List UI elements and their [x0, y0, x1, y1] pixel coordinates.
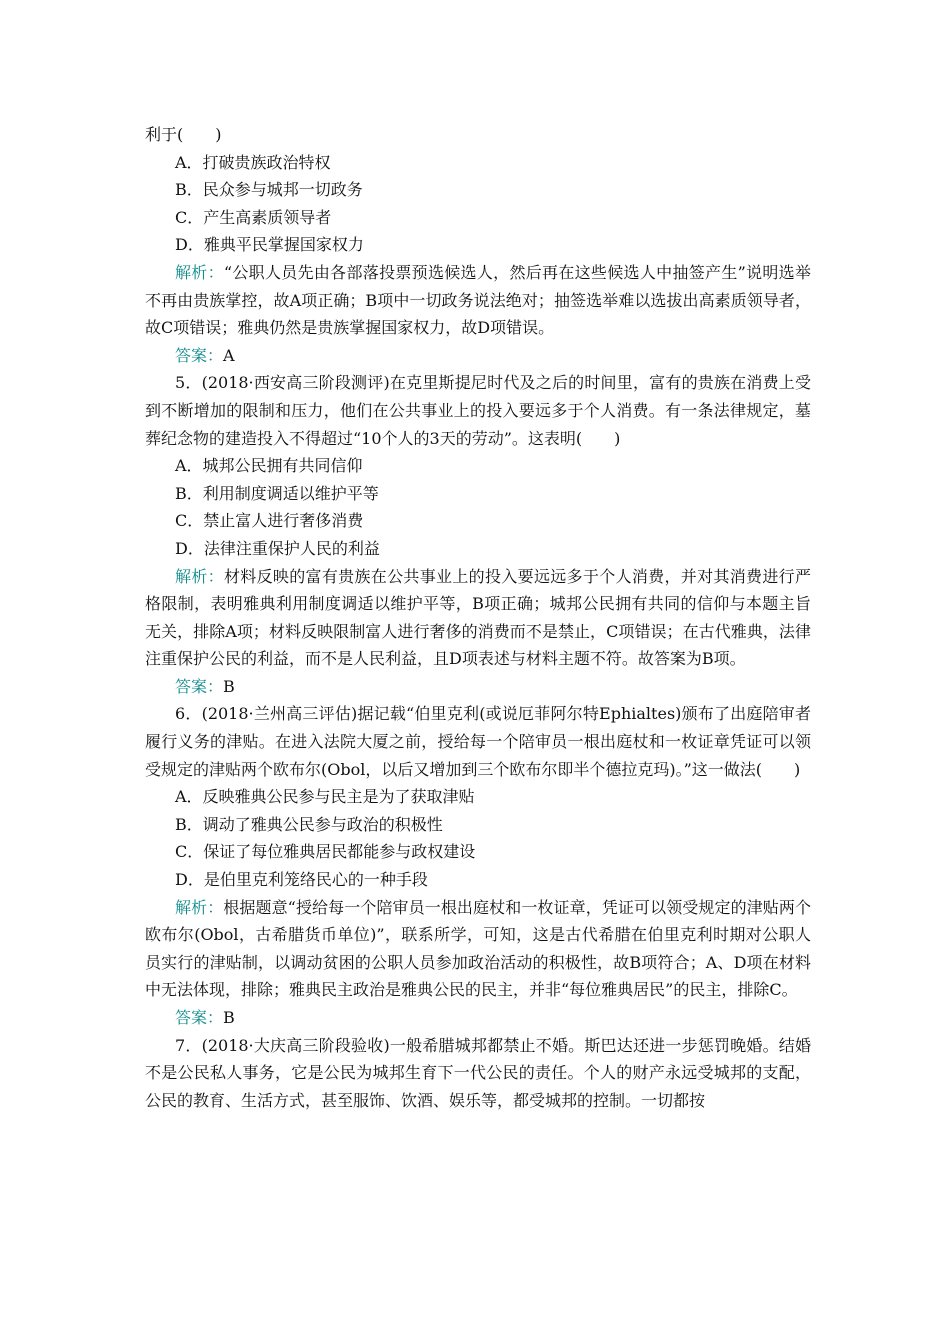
q4-analysis-text: “公职人员先由各部落投票预选候选人，然后再在这些候选人中抽签产生”说明选举不再由贵族掌控，故A项正确；B项中一切政务说法绝对；抽签选举难以选拔出高素质领导者，故C项错误；雅典仍然是贵族掌握国家权力，故D项错误。: [145, 262, 811, 338]
q6-option-b: B．调动了雅典公民参与政治的积极性: [175, 814, 443, 834]
q5-analysis-label: 解析：: [175, 566, 224, 586]
q6-analysis-label: 解析：: [175, 897, 224, 917]
q5-answer-label: 答案：: [175, 676, 224, 696]
q6-option-d: D．是伯里克利笼络民心的一种手段: [175, 870, 428, 890]
q5-option-b: B．利用制度调适以维护平等: [175, 483, 379, 503]
q6-answer-value: B: [223, 1008, 235, 1027]
q4-option-c: C．产生高素质领导者: [175, 207, 332, 227]
q6-analysis: [145, 894, 811, 1004]
q4-option-d: D．雅典平民掌握国家权力: [175, 235, 364, 255]
q4-stem-end: 利于( ): [145, 125, 222, 144]
q4-analysis-label: 解析：: [175, 262, 224, 282]
q5-analysis: [145, 563, 811, 673]
q6-option-a: A．反映雅典公民参与民主是为了获取津贴: [175, 787, 475, 807]
q6-answer: [145, 1004, 811, 1032]
q5-option-c: C．禁止富人进行奢侈消费: [175, 511, 364, 531]
q5-option-a: A．城邦公民拥有共同信仰: [175, 456, 363, 476]
q5-answer-value: B: [223, 676, 235, 696]
q5-analysis-text: 材料反映的富有贵族在公共事业上的投入要远远多于个人消费，并对其消费进行严格限制，表明雅典利用制度调适以维护平等，B项正确；城邦公民拥有共同的信仰与本题主旨无关，排除A项；材料反映限制富人进行奢侈的消费而不是禁止，C项错误；在古代雅典，法律注重保护公民的利益，而不是人民利益，且D项表述与材料主题不符。故答案为B项。: [145, 566, 811, 669]
q5-option-d: D．法律注重保护人民的利益: [175, 538, 380, 558]
q6-stem: 6．(2018·兰州高三评估)据记载“伯里克利(或说厄菲阿尔特Ephialtes)颁布了出庭陪审者履行义务的津贴。在进入法院大厦之前，授给每一个陪审员一根出庭杖和一枚证章凭证可以领受规定的津贴两个欧布尔(Obol，以后又增加到三个欧布尔即半个德拉克玛)。”这一做法( ): [145, 704, 811, 779]
document-content: [145, 121, 811, 1114]
q6-analysis-text: 根据题意“授给每一个陪审员一根出庭杖和一枚证章，凭证可以领受规定的津贴两个欧布尔(Obol，古希腊货币单位)”，联系所学，可知，这是古代希腊在伯里克利时期对公职人员实行的津贴制，以调动贫困的公职人员参加政治活动的积极性，故B项符合；A、D项在材料中无法体现，排除；雅典民主政治是雅典公民的民主，并非“每位雅典居民”的民主，排除C。: [145, 897, 811, 1000]
q4-answer: [145, 342, 811, 370]
q4-answer-value: A: [223, 345, 235, 365]
q6-answer-label: 答案：: [175, 1008, 224, 1027]
q5-stem: 5．(2018·西安高三阶段测评)在克里斯提尼时代及之后的时间里，富有的贵族在消费上受到不断增加的限制和压力，他们在公共事业上的投入要远多于个人消费。有一条法律规定，墓葬纪念物的建造投入不得超过“10个人的3天的劳动”。这表明( ): [145, 373, 811, 448]
q4-option-a: A．打破贵族政治特权: [175, 152, 331, 172]
q5-answer: [145, 673, 811, 701]
q4-option-b: B．民众参与城邦一切政务: [175, 180, 363, 200]
q7-stem: 7．(2018·大庆高三阶段验收)一般希腊城邦都禁止不婚。斯巴达还进一步惩罚晚婚。结婚不是公民私人事务，它是公民为城邦生育下一代公民的责任。个人的财产永远受城邦的支配，公民的教育、生活方式，甚至服饰、饮酒、娱乐等，都受城邦的控制。一切都按: [145, 1035, 811, 1110]
q6-option-c: C．保证了每位雅典居民都能参与政权建设: [175, 842, 476, 862]
q4-answer-label: 答案：: [175, 345, 224, 365]
q4-analysis: [145, 259, 811, 342]
